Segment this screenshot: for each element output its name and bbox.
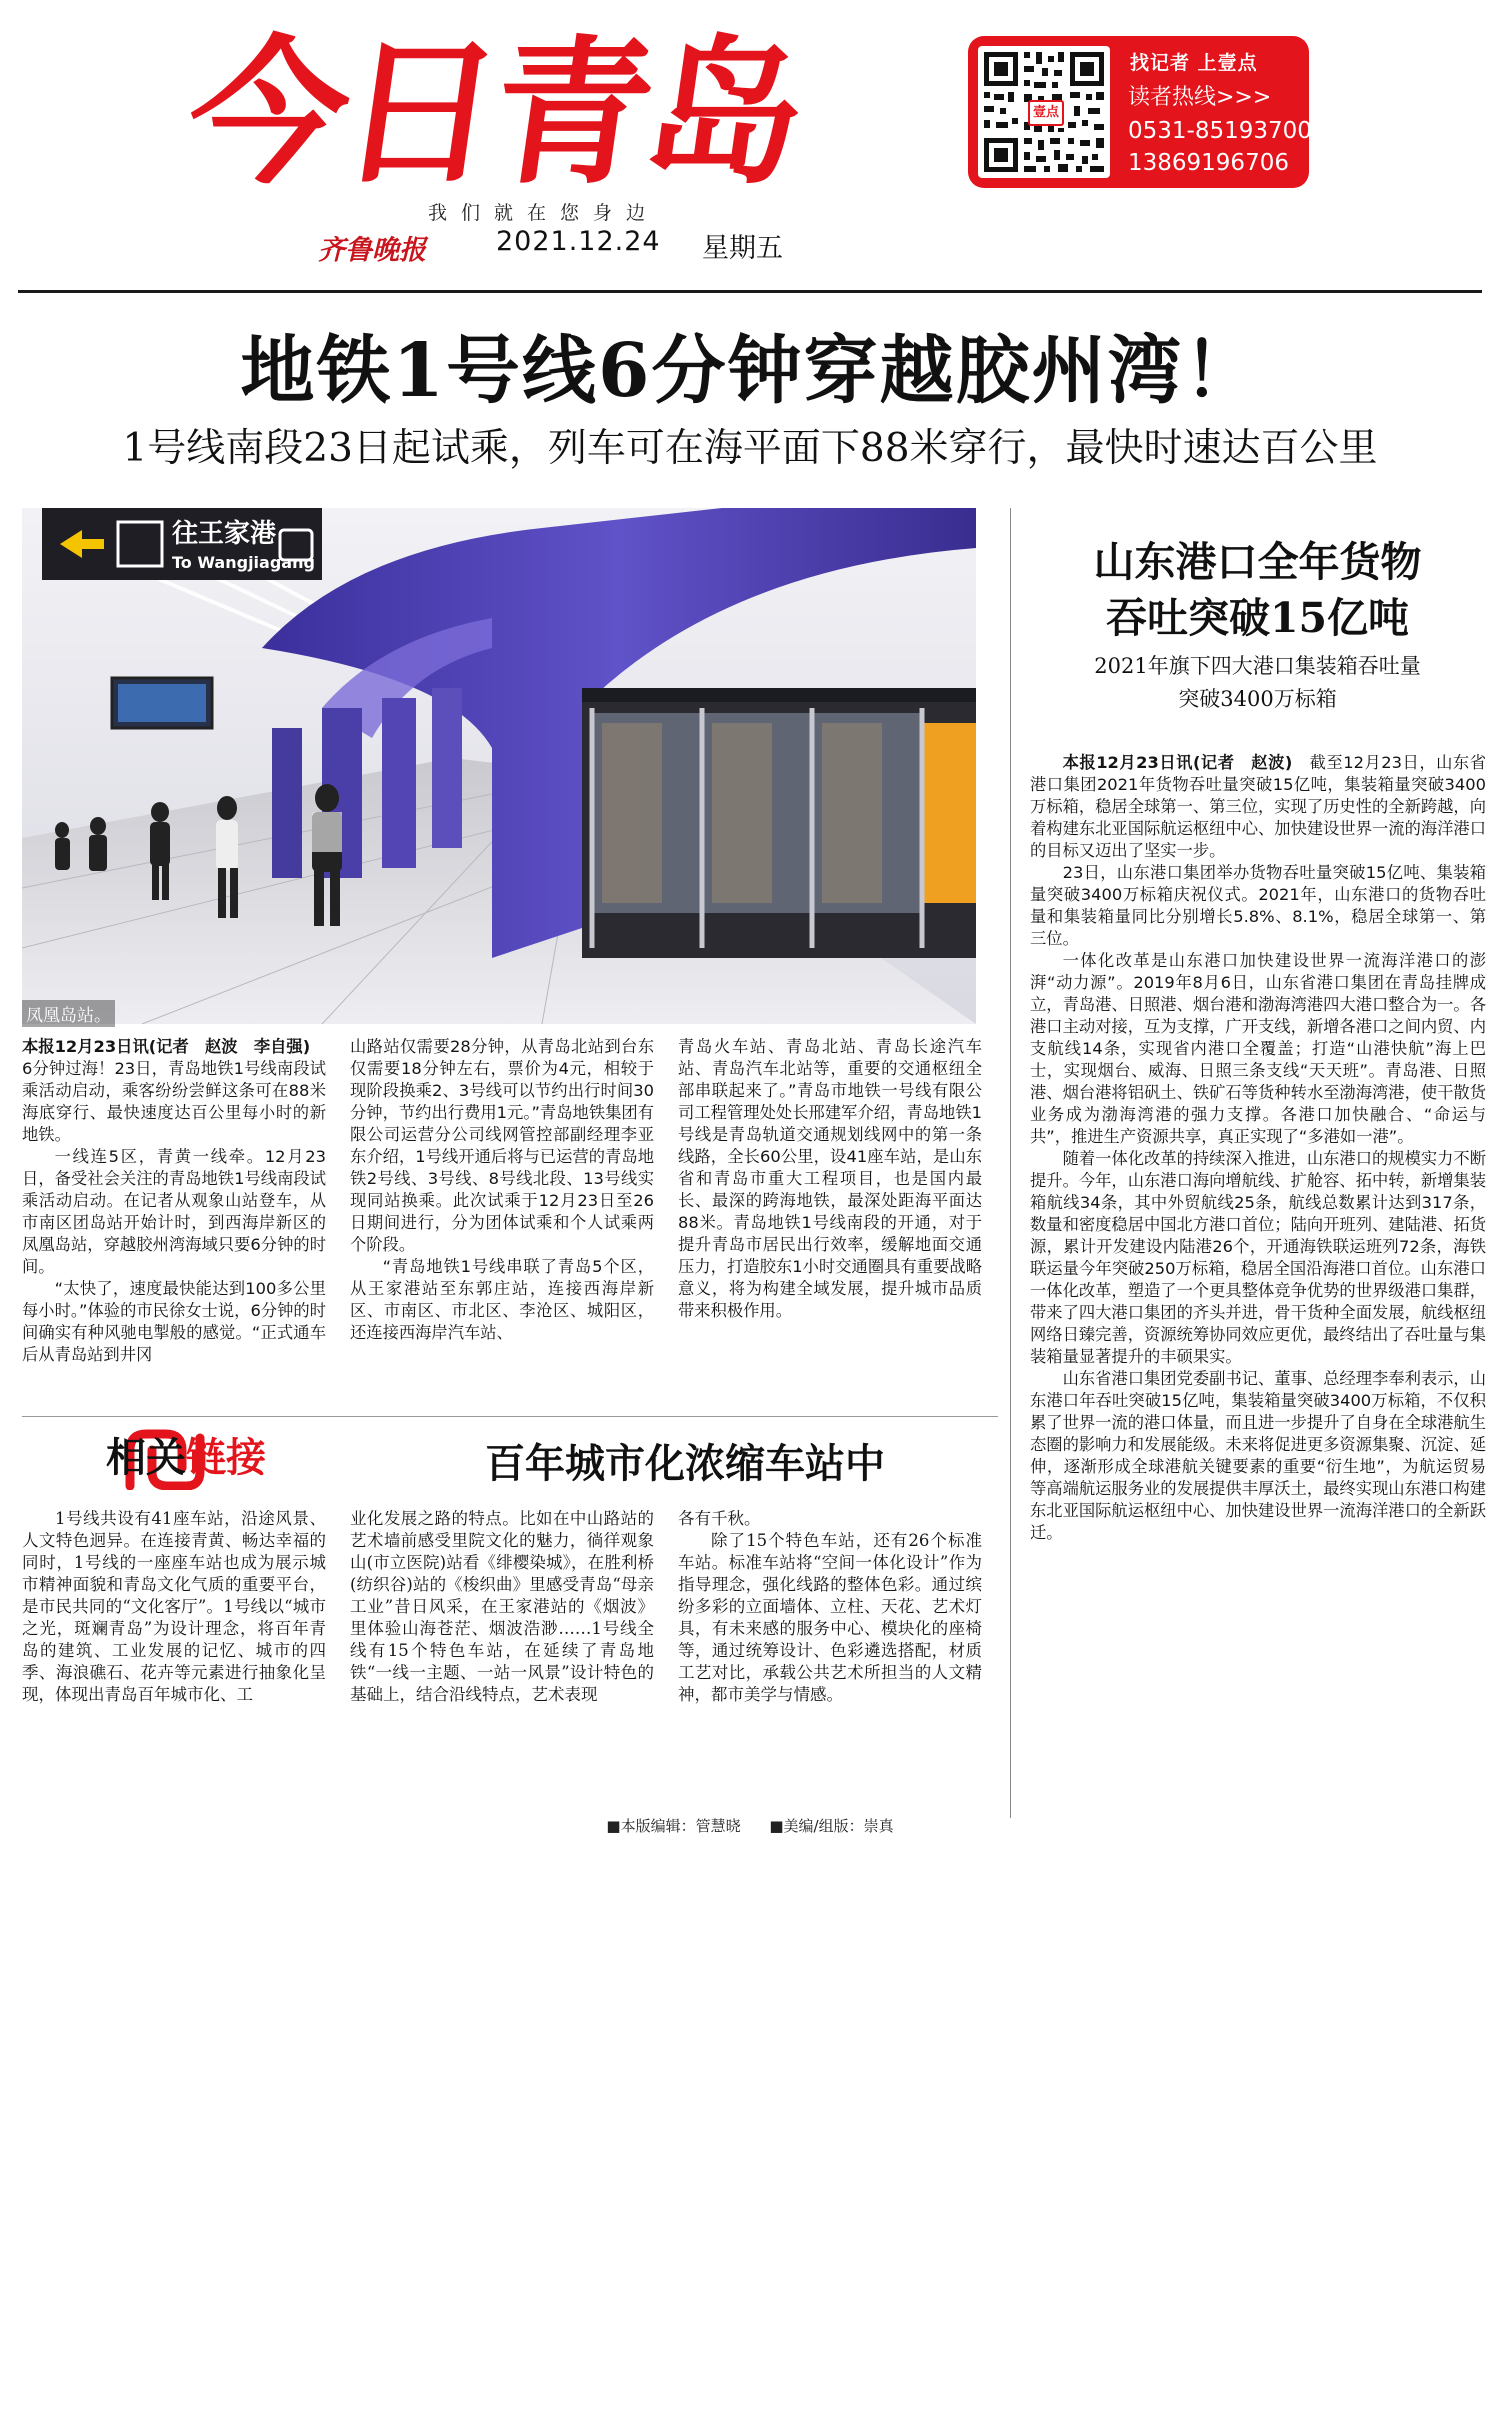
main-article-col3 bbox=[678, 1036, 982, 1322]
related-col3-para1: 各有千秋。 bbox=[678, 1509, 761, 1528]
parent-paper-logo: 齐鲁晚报 bbox=[318, 235, 426, 266]
hotline-phone-2[interactable]: 13869196706 bbox=[1128, 150, 1289, 176]
related-col2 bbox=[350, 1508, 654, 1706]
hotline-phone-1[interactable]: 0531-85193700 bbox=[1128, 118, 1312, 144]
main-subhead: 1号线南段23日起试乘，列车可在海平面下88米穿行，最快时速达百公里 bbox=[122, 426, 1378, 471]
issue-weekday: 星期五 bbox=[702, 233, 783, 264]
side-para5: 山东省港口集团党委副书记、董事、总经理李奉利表示，山东港口年吞吐突破15亿吨，集装箱量突破3400万标箱，不仅积累了世界一流的港口体量，而且进一步提升了自身在全球港航生态圈的影响力和发展能级。未来将促进更多资源集聚、沉淀、延伸，逐渐形成全球港航关键要素的重要“衍生地”，为航运贸易等高端航运服务业的发展提供丰厚沃土，最终实现山东港口构建东北亚国际航运枢纽中心、加快建设世界一流海洋港口的全新跃迁。 bbox=[1030, 1369, 1486, 1542]
photo-caption: 凤凰岛站。 bbox=[22, 1000, 115, 1027]
main-col1-dateline: 本报12月23日讯(记者 赵波 李自强) bbox=[22, 1037, 311, 1056]
side-headline: 山东港口全年货物 吞吐突破15亿吨 bbox=[1093, 538, 1422, 642]
masthead bbox=[0, 0, 1500, 300]
related-col3-para2: 除了15个特色车站，还有26个标准车站。标准车站将“空间一体化设计”作为指导理念，强化线路的整体色彩。通过缤纷多彩的立面墙体、立柱、天花、艺术灯具，有未来感的服务中心、模块化的座椅等，通过统筹设计、色彩遴选搭配，材质工艺对比，承载公共艺术所担当的人文精神，都市美学与情感。 bbox=[678, 1531, 982, 1704]
brand-logo[interactable]: 今日青岛 bbox=[177, 22, 811, 206]
hotline-label: 读者热线>>> bbox=[1128, 85, 1272, 110]
designer-credit: ■美编/组版：崇真 bbox=[769, 1817, 894, 1835]
related-link-label: 相关链接 bbox=[106, 1435, 266, 1481]
hotline-slogan: 找记者 上壹点 bbox=[1130, 52, 1258, 74]
slogan: 我们就在您身边 bbox=[428, 202, 660, 224]
main-col1-para3: “太快了，速度最快能达到100多公里每小时。”体验的市民徐女士说，6分钟的时间确实有种风驰电掣般的感觉。“正式通车后从青岛站到井冈 bbox=[22, 1279, 326, 1364]
side-para2: 23日，山东港口集团举办货物吞吐量突破15亿吨、集装箱量突破3400万标箱庆祝仪式。2021年，山东港口的货物吞吐量和集装箱量同比分别增长5.8%、8.1%，稳居全球第一、第三位。 bbox=[1030, 863, 1486, 948]
related-col1-para: 1号线共设有41座车站，沿途风景、人文特色迥异。在连接青黄、畅达幸福的同时，1号线的一座座车站也成为展示城市精神面貌和青岛文化气质的重要平台，是市民共同的“文化客厅”。1号线以“城市之光，斑斓青岛”为设计理念，将百年青岛的建筑、工业发展的记忆、城市的四季、海浪礁石、花卉等元素进行抽象化呈现，体现出青岛百年城市化、工 bbox=[22, 1509, 326, 1704]
main-col1-para1: 本报12月23日讯(记者 赵波 李自强) 6分钟过海！23日，青岛地铁1号线南段试乘活动启动，乘客纷纷尝鲜这条可在88米海底穿行、最快速度达百公里每小时的新地铁。 bbox=[22, 1037, 327, 1144]
related-col3 bbox=[678, 1508, 982, 1706]
related-col2-para: 业化发展之路的特点。比如在中山路站的艺术墙前感受里院文化的魅力，徜徉观象山(市立医院)站看《绯樱染城》，在胜利桥(纺织谷)站的《梭织曲》里感受青岛“母亲工业”昔日风采，在王家港站的《烟波》里体验山海苍茫、烟波浩渺……1号线全线有15个特色车站，在延续了青岛地铁“一线一主题、一站一风景”设计特色的基础上，结合沿线特点，艺术表现 bbox=[350, 1509, 654, 1704]
masthead-divider bbox=[18, 290, 1482, 293]
page-credits bbox=[0, 1815, 1500, 1836]
main-col3-para1: 青岛火车站、青岛北站、青岛长途汽车站、青岛汽车北站等，重要的交通枢纽全部串联起来了。”青岛市地铁一号线有限公司工程管理处处长邢建军介绍，青岛地铁1号线是青岛轨道交通规划线网中的第一条线路，全长60公里，设41座车站，是山东省和青岛市重大工程项目，也是国内最长、最深的跨海地铁，最深处距海平面达88米。青岛地铁1号线南段的开通，对于提升青岛市居民出行效率，缓解地面交通压力，打造胶东1小时交通圈具有重要战略意义，将为构建全域发展，提升城市品质带来积极作用。 bbox=[678, 1037, 982, 1320]
sign-direction-en: To Wangjiagang bbox=[172, 553, 315, 572]
column-divider bbox=[1010, 508, 1011, 1818]
side-subhead: 2021年旗下四大港口集装箱吞吐量 突破3400万标箱 bbox=[1094, 654, 1421, 711]
main-col2-para2: “青岛地铁1号线串联了青岛5个区，从王家港站至东郭庄站，连接西海岸新区、市南区、市北区、李沧区、城阳区，还连接西海岸汽车站、 bbox=[350, 1257, 654, 1342]
qr-code[interactable] bbox=[978, 46, 1110, 178]
related-col1 bbox=[22, 1508, 326, 1706]
side-para1: 本报12月23日讯(记者 赵波) 截至12月23日，山东省港口集团2021年货物吞吐量突破15亿吨，集装箱量突破3400万标箱，稳居全球第一、第三位，实现了历史性的全新跨越，向着构建东北亚国际航运枢纽中心、加快建设世界一流的海洋港口的目标又迈出了坚实一步。 bbox=[1030, 753, 1487, 860]
sign-direction: 往王家港 bbox=[172, 519, 277, 549]
issue-date: 2021.12.24 bbox=[496, 226, 661, 257]
main-col1-para2: 一线连5区，青黄一线牵。12月23日，备受社会关注的青岛地铁1号线南段试乘活动启动。在记者从观象山站登车，从市南区团岛站开始计时，到西海岸新区的凤凰岛站，穿越胶州湾海域只要6分钟的时间。 bbox=[22, 1147, 326, 1276]
side-article-body bbox=[1030, 752, 1486, 1544]
main-article-col2 bbox=[350, 1036, 654, 1344]
app-badge: 壹点 bbox=[1028, 100, 1064, 126]
main-article-col1 bbox=[22, 1036, 326, 1366]
side-para3: 一体化改革是山东港口加快建设世界一流海洋港口的澎湃“动力源”。2019年8月6日，山东省港口集团在青岛挂牌成立，青岛港、日照港、烟台港和渤海湾港四大港口整合为一。各港口主动对接，互为支撑，广开支线，新增各港口之间内贸、内支航线14条，实现省内港口全覆盖；打造“山港快航”海上巴士，实现烟台、威海、日照三条支线“天天班”。青岛港、日照港、烟台港将铝矾土、铁矿石等货种转水至渤海湾港，使干散货业务成为渤海湾港的强力支撑。各港口加快融合、“命运与共”，推进生产资源共享，真正实现了“多港如一港”。 bbox=[1030, 951, 1486, 1146]
side-para4: 随着一体化改革的持续深入推进，山东港口的规模实力不断提升。今年，山东港口海向增航线、扩舱容、拓中转，新增集装箱航线34条，其中外贸航线25条，航线总数累计达到317条，数量和密度稳居中国北方港口首位；陆向开班列、建陆港、拓货源，累计开发建设内陆港26个，开通海铁联运班列72条，海铁联运量今年突破250万标箱，稳居全国沿海港口首位。山东港口一体化改革，塑造了一个更具整体竞争优势的世界级港口集群，带来了四大港口集团的齐头并进，骨干货种全面发展，航线枢纽网络日臻完善，资源统筹协同效应更优，最终结出了吞吐量与集装箱量显著提升的丰硕果实。 bbox=[1030, 1149, 1486, 1366]
editor-credit: ■本版编辑：管慧晓 bbox=[606, 1817, 741, 1835]
main-col2-para1: 山路站仅需要28分钟，从青岛北站到台东仅需要18分钟左右，票价为4元，相较于现阶段换乘2、3号线可以节约出行时间30分钟，节约出行费用1元。”青岛地铁集团有限公司运营分公司线网管控部副经理李亚东介绍，1号线开通后将与已运营的青岛地铁2号线、3号线、8号线北段、13号线实现同站换乘。此次试乘于12月23日至26日期间进行，分为团体试乘和个人试乘两个阶段。 bbox=[350, 1037, 654, 1254]
station-illustration bbox=[22, 508, 976, 1024]
main-headline: 地铁1号线6分钟穿越胶州湾！ bbox=[240, 328, 1260, 414]
subway-station-photo bbox=[22, 508, 976, 1024]
related-headline: 百年城市化浓缩车站中 bbox=[485, 1440, 885, 1487]
reader-hotline-box bbox=[968, 36, 1312, 188]
side-dateline: 本报12月23日讯(记者 赵波) bbox=[1062, 753, 1293, 772]
section-divider bbox=[22, 1416, 998, 1417]
